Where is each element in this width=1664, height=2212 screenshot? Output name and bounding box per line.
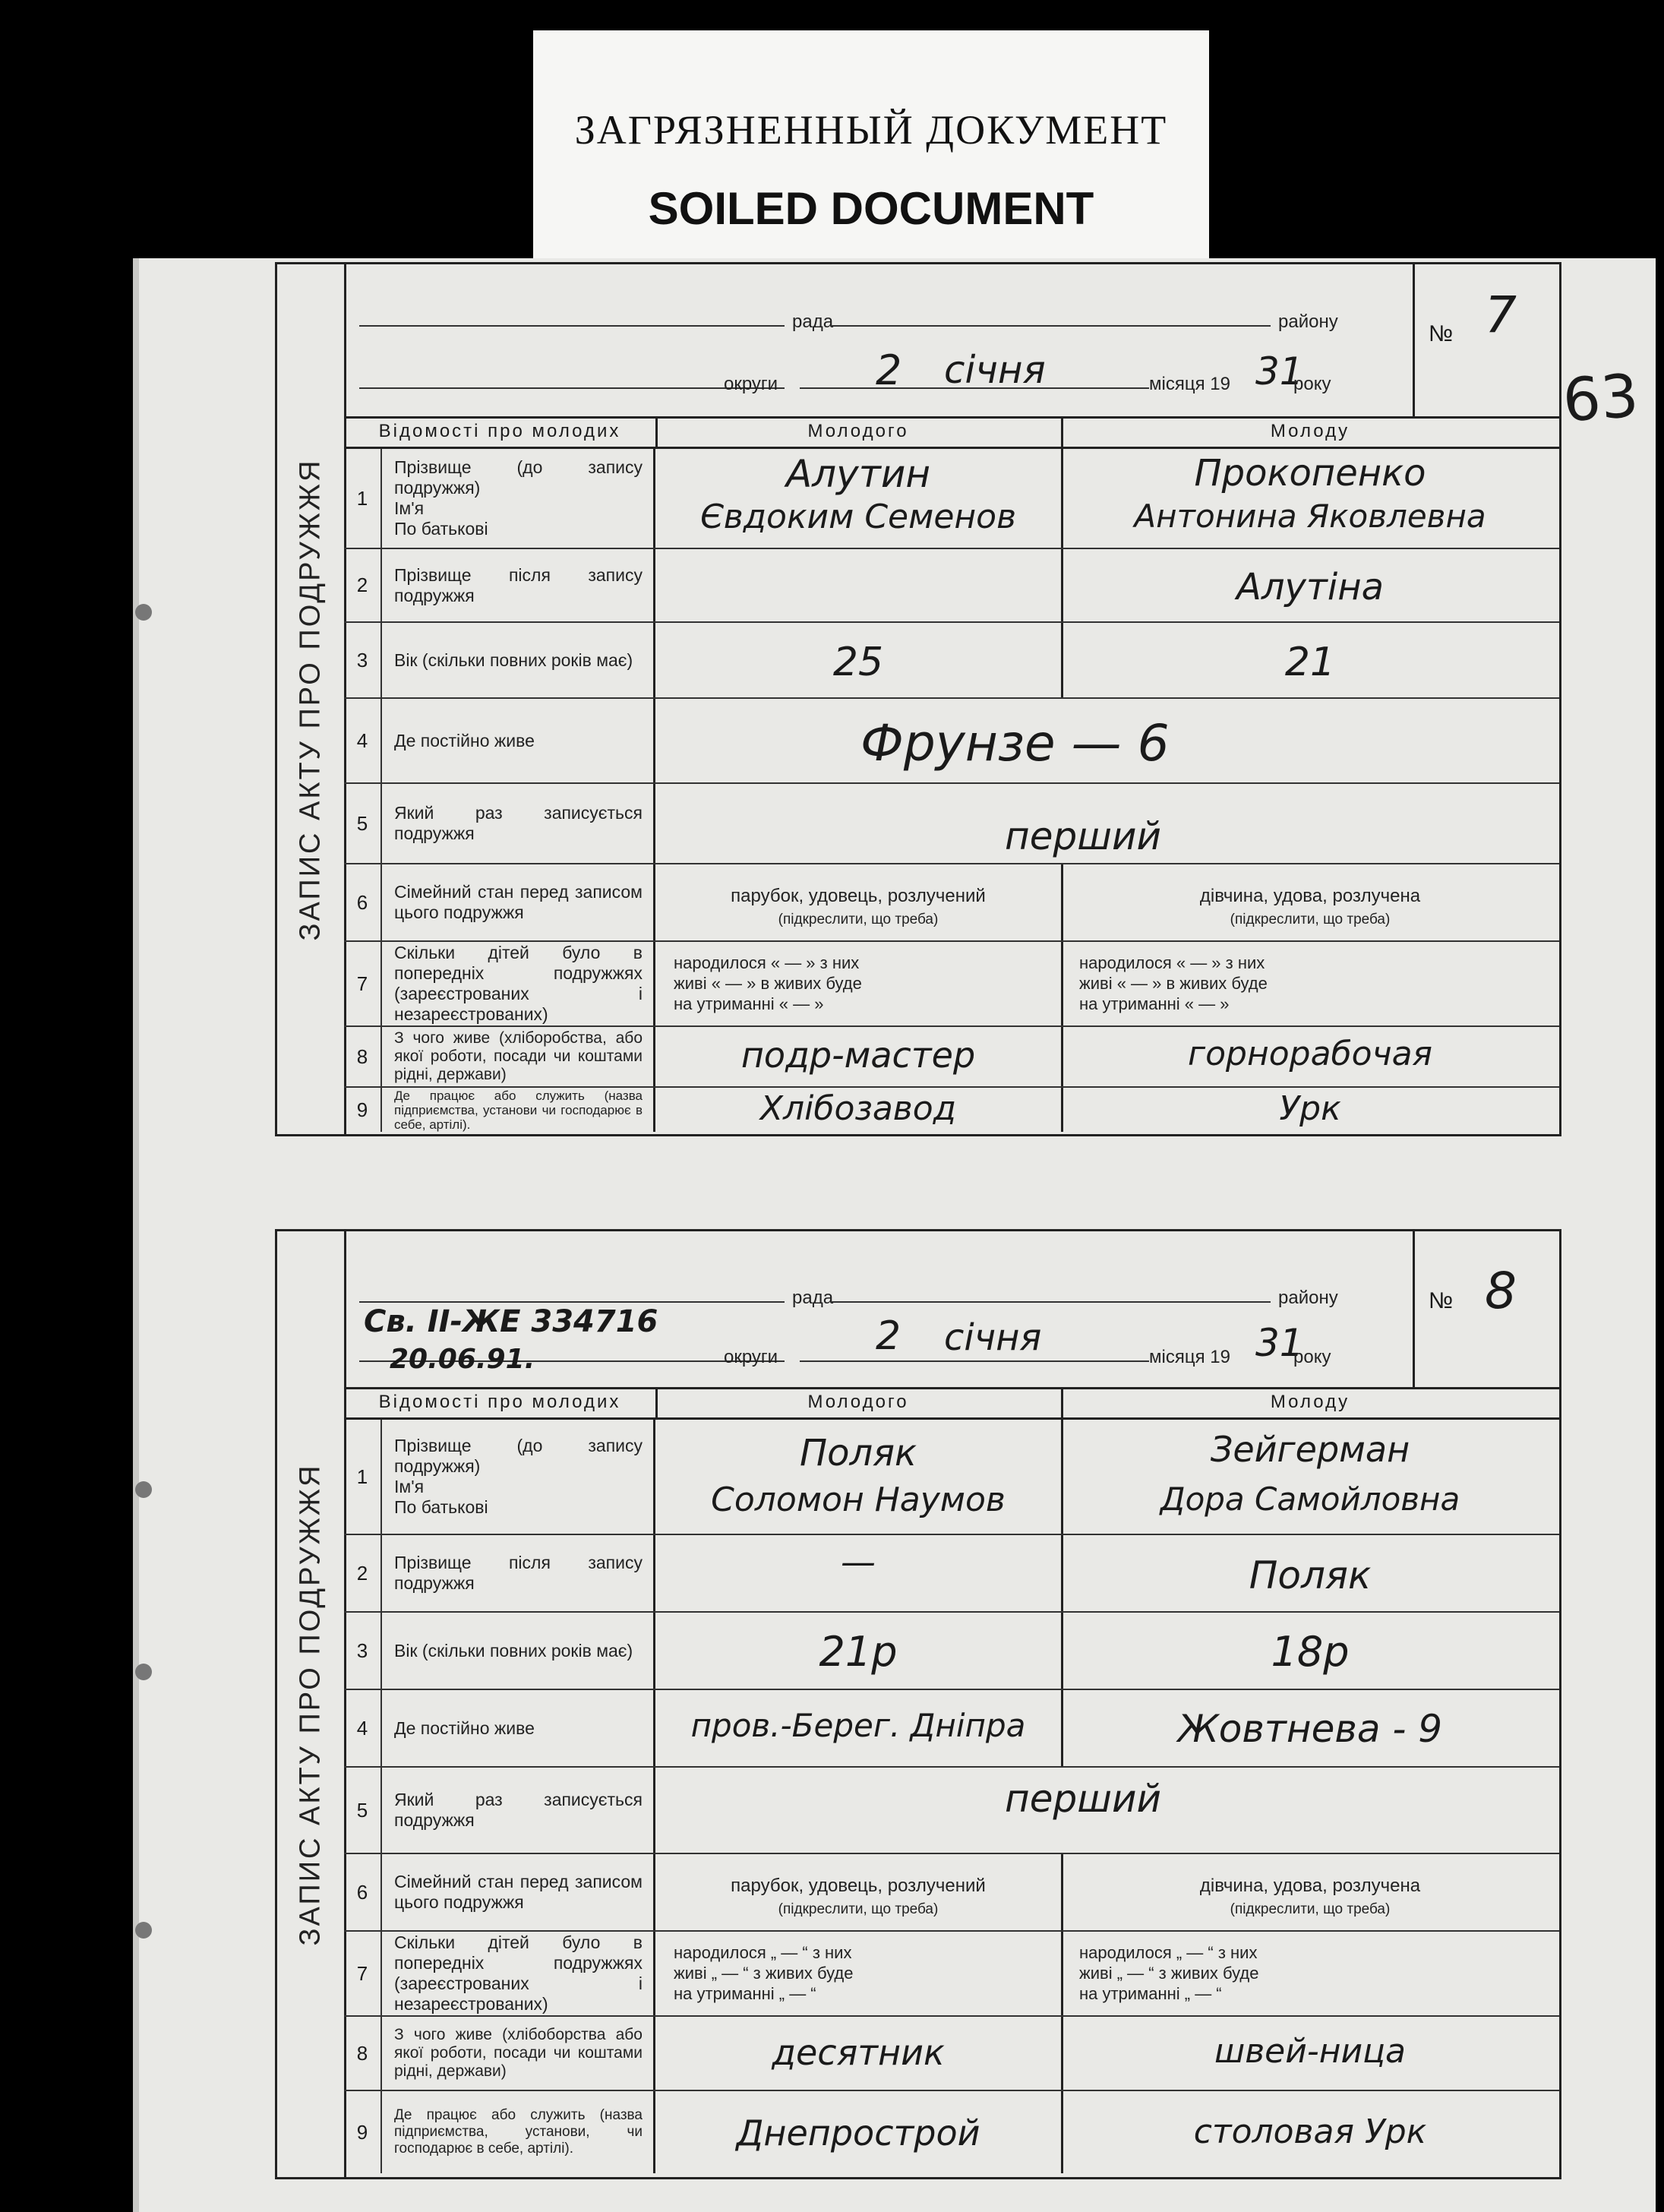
row-8: 8 З чого живе (хлібоборства або якої роботи, посади чи коштами рідні, держави) десятник швей-ница — [344, 2017, 1559, 2091]
row-3: 3 Вік (скільки повних років має) 21р 18р — [344, 1613, 1559, 1690]
record-number: 8 — [1485, 1262, 1517, 1320]
record-number-box: № 8 — [1413, 1231, 1559, 1387]
certificate-note: Св. II-ЖЕ 334716 — [364, 1304, 658, 1339]
row-2: 2 Прізвище після запису подружжя Алутіна — [344, 549, 1559, 623]
groom-workplace: Днепрострой — [736, 2112, 980, 2154]
punch-hole — [135, 604, 152, 621]
bride-occupation: горнорабочая — [1187, 1035, 1433, 1073]
sheet-edge — [133, 258, 139, 2212]
row-3: 3 Вік (скільки повних років має) 25 21 — [344, 623, 1559, 699]
row-6: 6 Сімейний стан перед записом цього подружжя парубок, удовець, розлучений (підкреслити, що треба) дівчина, удова, розлучена (підкреслити, що треба) — [344, 1854, 1559, 1932]
bride-age: 18р — [1271, 1628, 1350, 1676]
marriage-record-form-8 — [275, 1229, 1561, 2179]
groom-occupation: десятник — [772, 2032, 945, 2073]
soiled-document-label — [533, 30, 1209, 258]
groom-age: 25 — [832, 640, 884, 685]
form-side-title: ЗАПИС АКТУ ПРО ПОДРУЖЖЯ — [277, 264, 346, 1134]
label-russian: ЗАГРЯЗНЕННЫЙ ДОКУМЕНТ — [574, 107, 1168, 153]
row-5: 5 Який раз записується подружжя перший — [344, 784, 1559, 864]
column-headers: Відомості про молодих Молодого Молоду — [344, 416, 1559, 449]
bride-new-surname: Поляк — [1249, 1553, 1372, 1597]
row-4: 4 Де постійно живе Фрунзе — 6 — [344, 699, 1559, 784]
label-english: SOILED DOCUMENT — [648, 183, 1094, 234]
punch-hole — [135, 1922, 152, 1939]
form-side-title: ЗАПИС АКТУ ПРО ПОДРУЖЖЯ — [277, 1231, 346, 2177]
row-9: 9 Де працює або служить (назва підприємства, установи, чи господарює в себе, артілі). Днепрострой столовая Урк — [344, 2091, 1559, 2173]
record-year: 31 — [1255, 1321, 1304, 1365]
groom-residence: пров.-Берег. Дніпра — [690, 1707, 1026, 1744]
bride-workplace: Урк — [1279, 1089, 1341, 1128]
bride-surname: Прокопенко — [1194, 452, 1426, 495]
marriage-record-form-7 — [275, 262, 1561, 1136]
form-header: рада району округи Св. II-ЖЕ 334716 20.06.91. 2 січня місяця 19 31 року № 8 — [344, 1231, 1559, 1389]
row-1: 1 Прізвище (до запису подружжя) Ім'я По батькові Поляк Соломон Наумов Зейгерман Дора Самойловна — [344, 1420, 1559, 1535]
form-header: рада району округи 2 січня місяця 19 31 року № 7 — [344, 264, 1559, 419]
bride-name: Дора Самойловна — [1160, 1480, 1460, 1518]
column-headers: Відомості про молодих Молодого Молоду — [344, 1387, 1559, 1420]
record-number-box: № 7 — [1413, 264, 1559, 416]
record-number: 7 — [1485, 286, 1517, 344]
bride-age: 21 — [1284, 640, 1336, 685]
bride-occupation: швей-ница — [1214, 2032, 1406, 2071]
groom-name: Соломон Наумов — [711, 1480, 1006, 1519]
bride-name: Антонина Яковлевна — [1134, 498, 1486, 535]
groom-occupation: подр-мастер — [740, 1035, 976, 1076]
page-number: 63 — [1560, 362, 1641, 436]
certificate-date: 20.06.91. — [390, 1344, 535, 1375]
groom-workplace: Хлібозавод — [759, 1089, 957, 1128]
bride-new-surname: Алутіна — [1236, 566, 1384, 608]
row-7: 7 Скільки дітей було в попередніх подружжях (зареєстрованих і незареєстрованих) народилося « — » з них живі « — » в живих буде на утриманні « — » народилося « — » з них живі « — » в живих буде на утриманні « — » — [344, 942, 1559, 1027]
punch-hole — [135, 1481, 152, 1498]
bride-workplace: столовая Урк — [1193, 2112, 1427, 2151]
residence: Фрунзе — 6 — [860, 714, 1170, 773]
row-4: 4 Де постійно живе пров.-Берег. Дніпра Жовтнева - 9 — [344, 1690, 1559, 1768]
bride-residence: Жовтнева - 9 — [1177, 1707, 1443, 1751]
row-8: 8 З чого живе (хліборобства, або якої роботи, посади чи коштами рідні, держави) подр-мастер горнорабочая — [344, 1027, 1559, 1088]
groom-age: 21р — [819, 1628, 898, 1676]
record-month: січня — [944, 348, 1046, 392]
groom-surname: Поляк — [799, 1432, 917, 1474]
record-day: 2 — [876, 346, 902, 394]
row-2: 2 Прізвище після запису подружжя — Поляк — [344, 1535, 1559, 1613]
groom-name: Євдоким Семенов — [699, 498, 1017, 536]
row-5: 5 Який раз записується подружжя перший — [344, 1768, 1559, 1854]
row-7: 7 Скільки дітей було в попередніх подружжях (зареєстрованих і незареєстрованих) народилося „ — “ з них живі „ — “ з живих буде на утриманні „ — “ народилося „ — “ з них живі „ — “ з живих буде на утриманні „ — “ — [344, 1932, 1559, 2017]
record-year: 31 — [1255, 349, 1304, 393]
bride-surname: Зейгерман — [1210, 1429, 1410, 1470]
punch-hole — [135, 1664, 152, 1680]
record-day: 2 — [876, 1313, 901, 1359]
groom-surname: Алутин — [785, 452, 931, 496]
row-9: 9 Де працює або служить (назва підприємства, установи чи господарює в себе, артілі). Хлібозавод Урк — [344, 1088, 1559, 1132]
row-6: 6 Сімейний стан перед записом цього подружжя парубок, удовець, розлучений (підкреслити, що треба) дівчина, удова, розлучена (підкреслити, що треба) — [344, 864, 1559, 942]
marriage-count: перший — [1005, 1777, 1161, 1821]
row-1: 1 Прізвище (до запису подружжя) Ім'я По батькові Алутин Євдоким Семенов Прокопенко Антонина Яковлевна — [344, 449, 1559, 549]
record-month: січня — [944, 1316, 1042, 1359]
marriage-count: перший — [1005, 814, 1161, 858]
